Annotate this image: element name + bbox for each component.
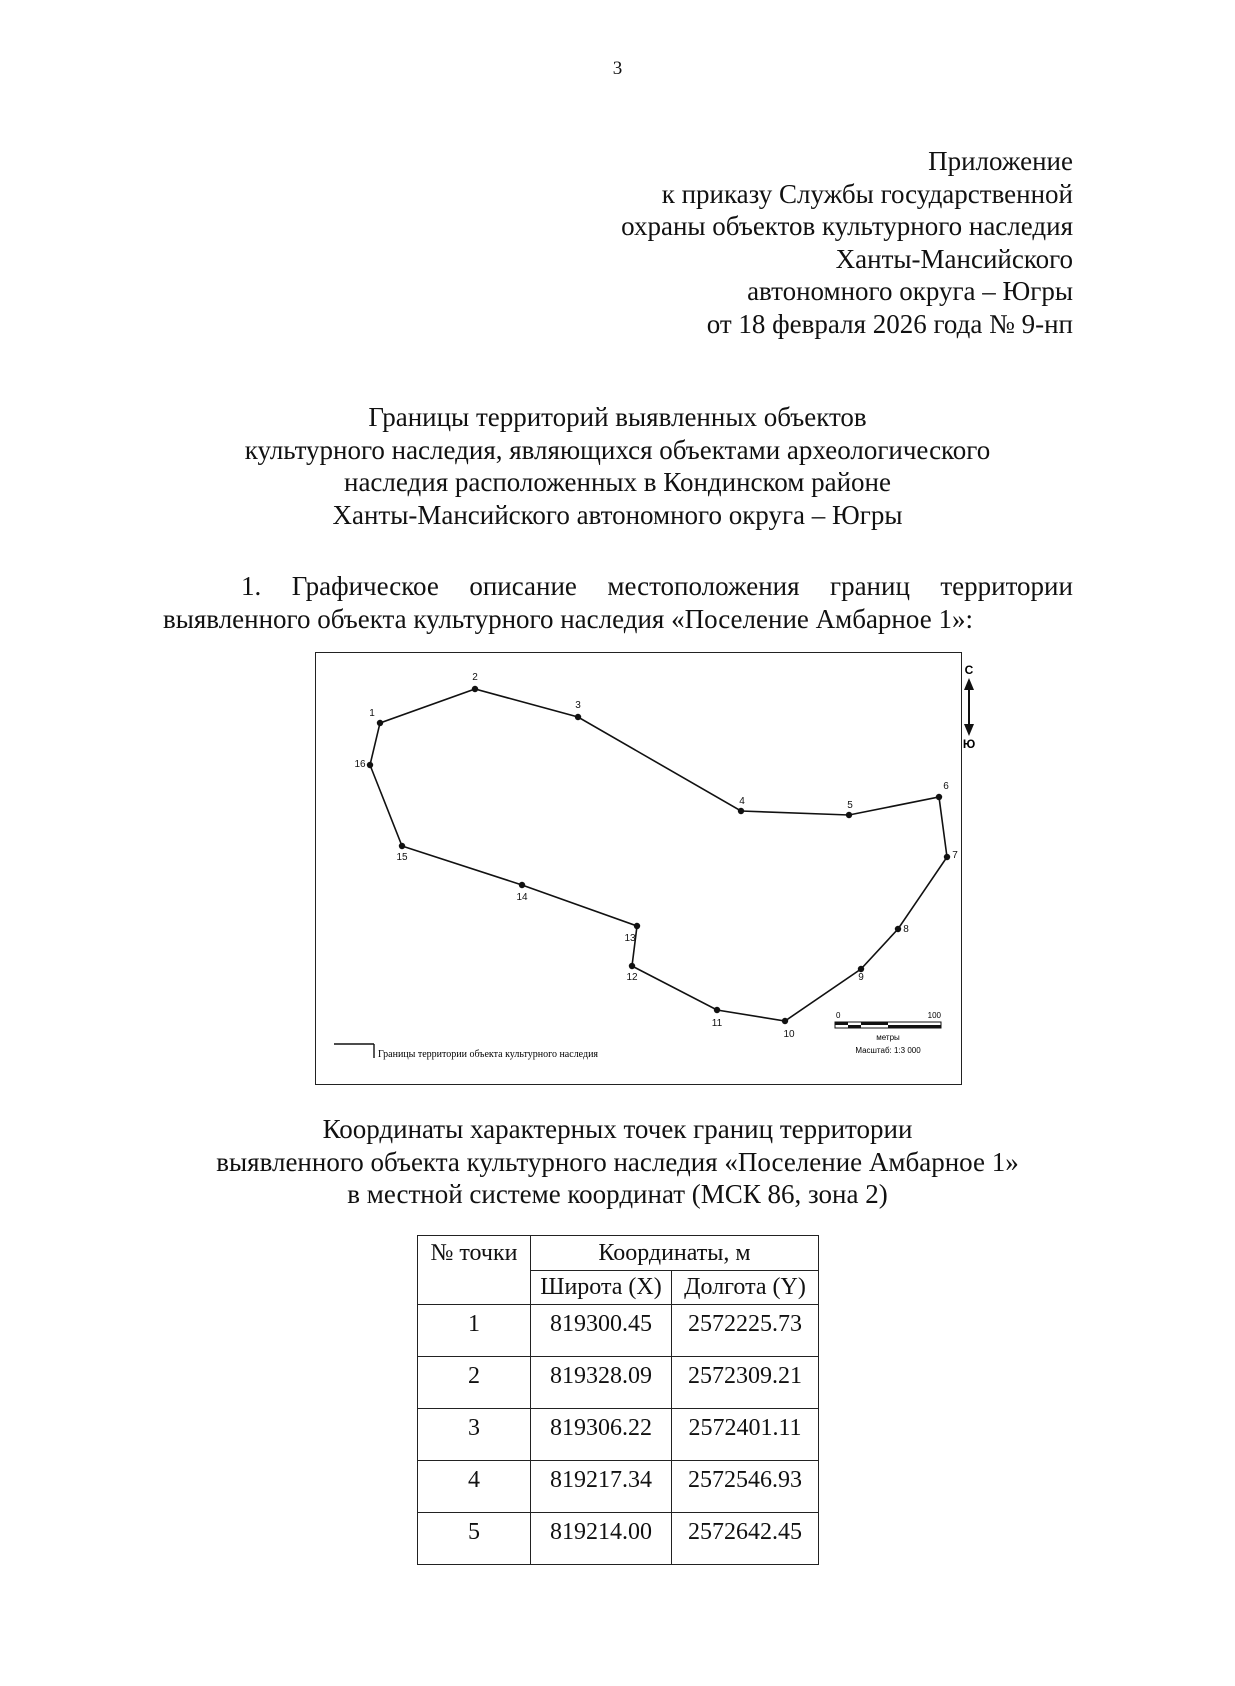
- boundary-map: [315, 652, 976, 1085]
- document-title: [0, 401, 1235, 531]
- title-line: наследия расположенных в Кондинском районе: [344, 467, 891, 497]
- boundary-vertex-2: [472, 686, 478, 692]
- appendix-line: от 18 февраля 2026 года № 9-нп: [706, 308, 1073, 339]
- boundary-map-drawing: [316, 653, 976, 1086]
- boundary-vertex-1: [377, 720, 383, 726]
- vertex-label-2: 2: [472, 672, 478, 683]
- cell-point-number: 4: [418, 1461, 531, 1513]
- vertex-label-5: 5: [847, 800, 853, 811]
- scale-ratio-label: Масштаб: 1:3 000: [855, 1046, 921, 1055]
- appendix-line: Ханты-Мансийского: [835, 243, 1073, 274]
- coordinates-title: [0, 1113, 1235, 1211]
- north-label: С: [964, 663, 974, 677]
- table-row: [418, 1461, 819, 1513]
- section-word: границ: [830, 571, 910, 601]
- scale-start-label: 0: [836, 1011, 841, 1020]
- south-arrowhead-icon: [964, 724, 974, 736]
- appendix-line: охраны объектов культурного наследия: [621, 211, 1073, 241]
- boundary-vertex-6: [936, 794, 942, 800]
- coordinates-table: [417, 1235, 819, 1565]
- section-number: 1.: [241, 571, 262, 601]
- north-arrow: [963, 663, 975, 751]
- cell-x: 819300.45: [531, 1305, 672, 1357]
- boundary-vertex-14: [519, 882, 525, 888]
- vertex-label-12: 12: [626, 972, 638, 983]
- cell-y: 2572225.73: [672, 1305, 819, 1357]
- coordinates-title-line: в местной системе координат (МСК 86, зона 2): [347, 1179, 888, 1209]
- table-row: [418, 1513, 819, 1565]
- scale-segment: [835, 1022, 848, 1025]
- section-1-line-1: [163, 570, 1073, 603]
- cell-x: 819306.22: [531, 1409, 672, 1461]
- north-arrowhead-icon: [964, 678, 974, 690]
- cell-x: 819328.09: [531, 1357, 672, 1409]
- vertex-label-14: 14: [516, 892, 528, 903]
- cell-point-number: 1: [418, 1305, 531, 1357]
- boundary-vertex-8: [895, 926, 901, 932]
- section-word: территории: [940, 571, 1073, 601]
- vertex-label-6: 6: [943, 781, 949, 792]
- cell-x: 819214.00: [531, 1513, 672, 1565]
- table-row: [418, 1409, 819, 1461]
- vertex-label-9: 9: [858, 972, 864, 983]
- cell-y: 2572546.93: [672, 1461, 819, 1513]
- vertex-label-4: 4: [739, 796, 745, 807]
- boundary-vertex-16: [367, 762, 373, 768]
- boundary-vertex-7: [944, 854, 950, 860]
- boundary-vertex-13: [634, 923, 640, 929]
- header-coordinates: Координаты, м: [531, 1236, 819, 1271]
- page-number: 3: [612, 58, 623, 79]
- map-legend: [334, 1044, 598, 1060]
- boundary-vertex-15: [399, 843, 405, 849]
- appendix-line: к приказу Службы государственной: [661, 178, 1073, 209]
- section-word: местоположения: [607, 571, 800, 601]
- appendix-block: [433, 145, 1073, 340]
- scale-segment: [888, 1025, 941, 1028]
- boundary-vertex-4: [738, 808, 744, 814]
- south-label: Ю: [962, 737, 976, 751]
- vertex-label-1: 1: [369, 708, 375, 719]
- cell-y: 2572401.11: [672, 1409, 819, 1461]
- boundary-vertex-10: [782, 1018, 788, 1024]
- vertex-label-13: 13: [624, 933, 636, 944]
- coordinates-title-line: Координаты характерных точек границ территории: [322, 1114, 913, 1144]
- vertex-label-7: 7: [952, 850, 958, 861]
- header-point-number: № точки: [418, 1236, 531, 1305]
- vertex-label-11: 11: [711, 1018, 723, 1029]
- cell-y: 2572309.21: [672, 1357, 819, 1409]
- vertex-label-16: 16: [354, 759, 366, 770]
- vertex-label-3: 3: [575, 700, 581, 711]
- title-line: Ханты-Мансийского автономного округа – Югры: [332, 499, 903, 530]
- appendix-line: автономного округа – Югры: [747, 276, 1073, 306]
- cell-x: 819217.34: [531, 1461, 672, 1513]
- boundary-vertex-11: [714, 1007, 720, 1013]
- appendix-line: Приложение: [928, 146, 1073, 176]
- scale-segment: [861, 1022, 888, 1025]
- vertex-label-8: 8: [903, 924, 909, 935]
- section-1-heading: [163, 570, 1073, 636]
- cell-point-number: 3: [418, 1409, 531, 1461]
- legend-label: Границы территории объекта культурного наследия: [378, 1049, 599, 1060]
- scale-bar: [835, 1011, 942, 1055]
- boundary-vertex-12: [629, 963, 635, 969]
- boundary-vertex-3: [575, 714, 581, 720]
- title-line: культурного наследия, являющихся объектами археологического: [244, 434, 991, 465]
- cell-y: 2572642.45: [672, 1513, 819, 1565]
- vertex-label-10: 10: [783, 1029, 795, 1040]
- vertex-label-15: 15: [396, 852, 408, 863]
- boundary-vertex-5: [846, 812, 852, 818]
- section-1-line-2: выявленного объекта культурного наследия «Поселение Амбарное 1»:: [163, 604, 973, 634]
- header-latitude-x: Широта (X): [531, 1271, 672, 1305]
- cell-point-number: 2: [418, 1357, 531, 1409]
- table-row: [418, 1357, 819, 1409]
- scale-segment: [848, 1025, 861, 1028]
- coordinates-title-line: выявленного объекта культурного наследия «Поселение Амбарное 1»: [216, 1146, 1019, 1177]
- cell-point-number: 5: [418, 1513, 531, 1565]
- header-longitude-y: Долгота (Y): [672, 1271, 819, 1305]
- title-line: Границы территорий выявленных объектов: [368, 402, 867, 432]
- scale-unit-label: метры: [876, 1033, 900, 1042]
- section-word: описание: [469, 571, 577, 601]
- table-header-row: [418, 1236, 819, 1271]
- scale-end-label: 100: [927, 1011, 941, 1020]
- section-word: Графическое: [291, 571, 439, 601]
- table-row: [418, 1305, 819, 1357]
